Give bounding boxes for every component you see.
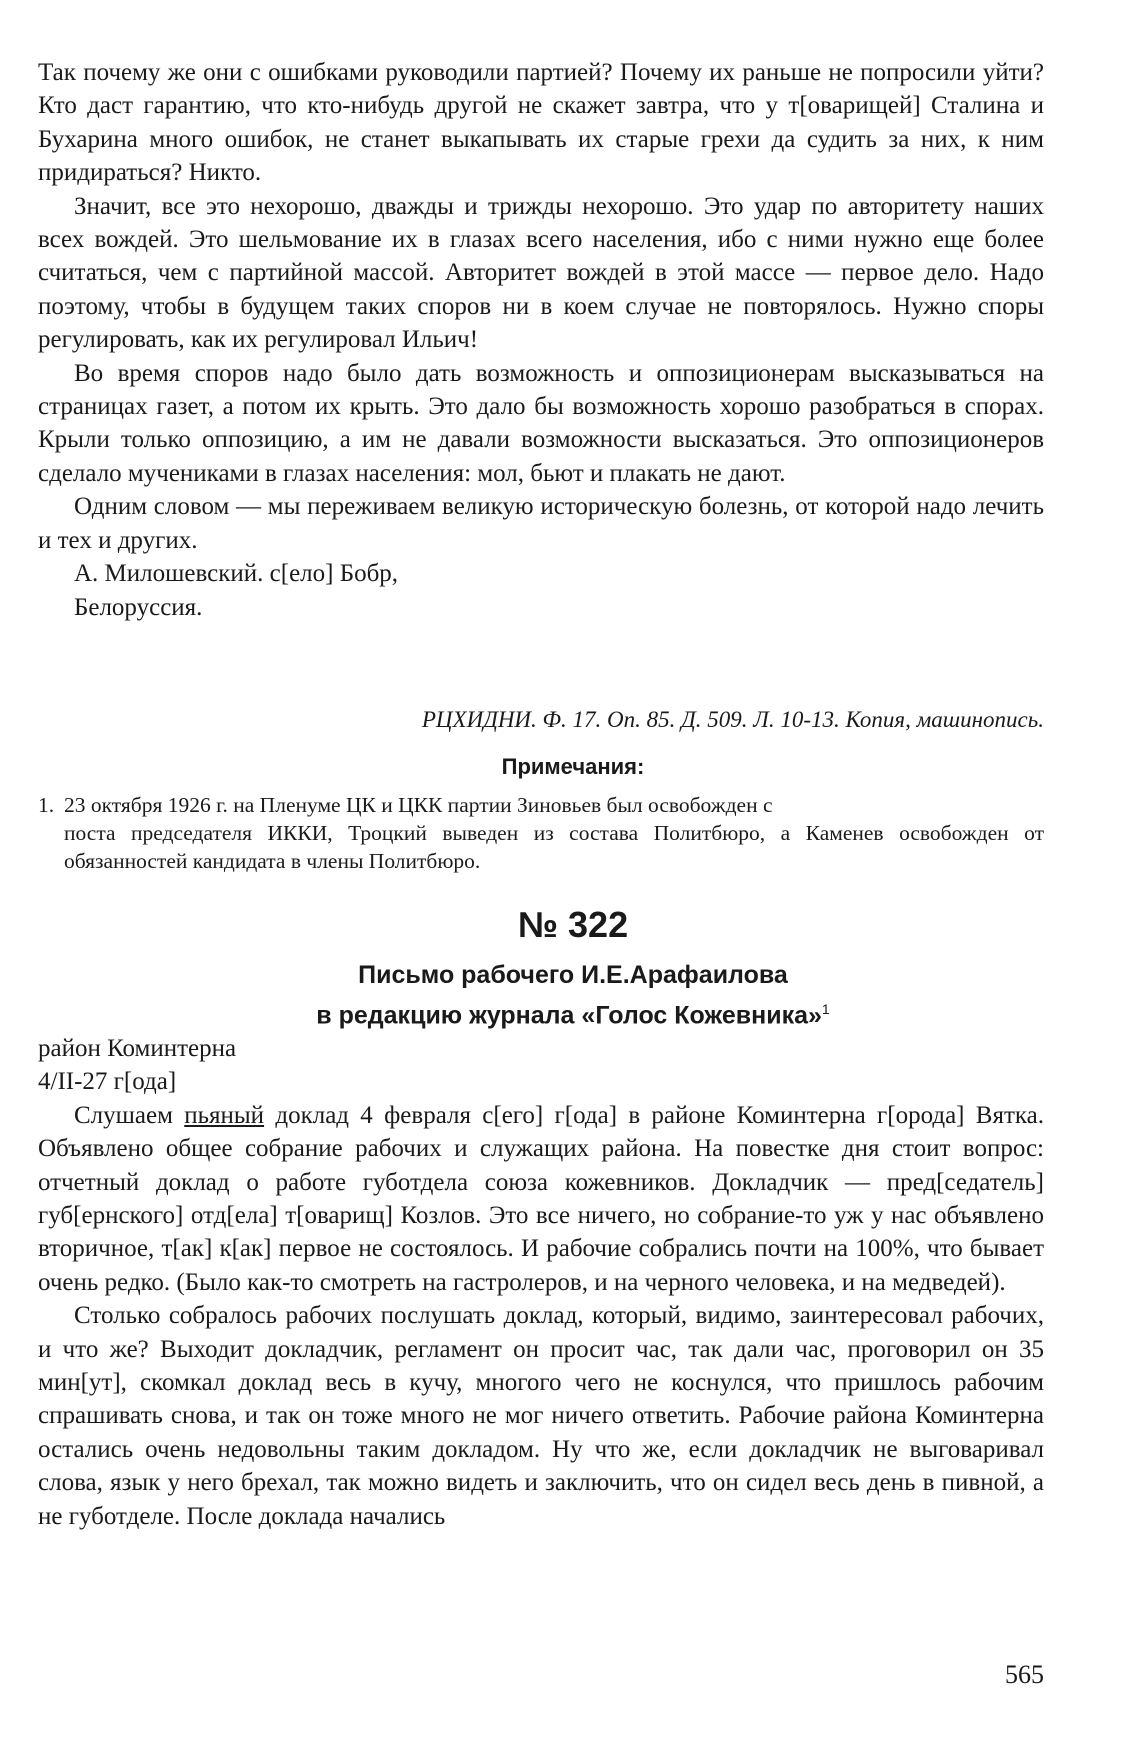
paragraph: Во время споров надо было дать возможность и оппозиционерам высказываться на страницах газет, а потом их крыть. Это дало бы возможность хорошо разобраться в спорах. Крыли только оппозицию, а им не давали возможности высказаться. Это оппозиционеров сделало мучениками в глазах населения: мол, бьют и плакать не дают.: [38, 359, 1044, 487]
document-number: № 322: [517, 904, 629, 945]
letter-place: район Коминтерна: [38, 1035, 237, 1062]
note-text-rest: поста председателя ИККИ, Троцкий выведен из состава Политбюро, а Каменев освобожден от обязанностей кандидата в члены Политбюро.: [64, 821, 1044, 873]
note-item: [38, 791, 1044, 819]
document-title: [0, 958, 1146, 1032]
title-line: [0, 992, 1146, 1032]
notes-list: [38, 791, 1044, 875]
signature-location: Белоруссия.: [74, 593, 203, 621]
note-text-first-line: 23 октября 1926 г. на Пленуме ЦК и ЦКК партии Зиновьев был освобожден с: [64, 793, 773, 817]
page-number: 565: [1005, 1660, 1044, 1689]
letter-body: [38, 1032, 1044, 1533]
paragraph-start: Слушаем: [74, 1101, 185, 1129]
paragraph: [38, 1099, 1044, 1299]
paragraph: Так почему же они с ошибками руководили партией? Почему их раньше не попросили уйти? Кто даст гарантию, что кто-нибудь другой не скажет завтра, что у т[оварищей] Сталина и Бухарина много ошибок, не станет выкапывать их старые грехи да судить за них, к ним придираться? Никто.: [38, 59, 1044, 187]
notes-heading: Примечания:: [501, 754, 645, 779]
paragraph: Значит, все это нехорошо, дважды и трижды нехорошо. Это удар по авторитету наших всех вождей. Это шельмование их в глазах всего населения, ибо с ними нужно еще более считаться, чем с партийной массой. Авторитет вождей в этой массе — первое дело. Надо поэтому, чтобы в будущем таких споров ни в коем случае не повторялось. Нужно споры регулировать, как их регулировал Ильич!: [38, 192, 1044, 354]
letter-date: 4/II-27 г[ода]: [38, 1068, 177, 1096]
paragraph: Столько собралось рабочих послушать доклад, который, видимо, заинтересовал рабочих, и что же? Выходит докладчик, регламент он просит час, так дали час, проговорил он 35 мин[ут], скомкал доклад весь в кучу, многого чего не коснулся, что пришлось рабочим спрашивать снова, и так он тоже много не мог ничего ответить. Рабочие района Коминтерна остались очень недовольны таким докладом. Ну что же, если докладчик не выговаривал слова, язык у него брехал, так можно видеть и заключить, что он сидел весь день в пивной, а не губотделе. После доклада начались: [38, 1302, 1044, 1530]
footnote-marker: 1: [821, 1001, 830, 1017]
letter-continuation: [38, 56, 1044, 624]
title-line-text: в редакцию журнала «Голос Кожевника»: [316, 1001, 822, 1030]
signature-name: А. Милошевский. с[ело] Бобр,: [74, 560, 399, 588]
paragraph: Одним словом — мы переживаем великую историческую болезнь, от которой надо лечить и тех и других.: [38, 493, 1044, 554]
archive-source: РЦХИДНИ. Ф. 17. Оп. 85. Д. 509. Л. 10-13. Копия, машинопись.: [421, 707, 1044, 732]
note-number: 1.: [38, 793, 55, 817]
title-line: Письмо рабочего И.Е.Арафаилова: [358, 961, 788, 989]
underlined-word: пьяный: [184, 1101, 265, 1129]
paragraph-rest: доклад 4 февраля с[его] г[ода] в районе Коминтерна г[орода] Вятка. Объявлено общее собрание рабочих и служащих района. На повестке дня стоит вопрос: отчетный доклад о работе губотдела союза кожевников. Докладчик — пред[седатель] губ[ернского] отд[ела] т[оварищ] Козлов. Это все ничего, но собрание-то уж у нас объявлено вторичное, т[ак] к[ак] первое не состоялось. И рабочие собрались почти на 100%, что бывает очень редко. (Было как-то смотреть на гастролеров, и на черного человека, и на медведей).: [38, 1101, 1044, 1296]
